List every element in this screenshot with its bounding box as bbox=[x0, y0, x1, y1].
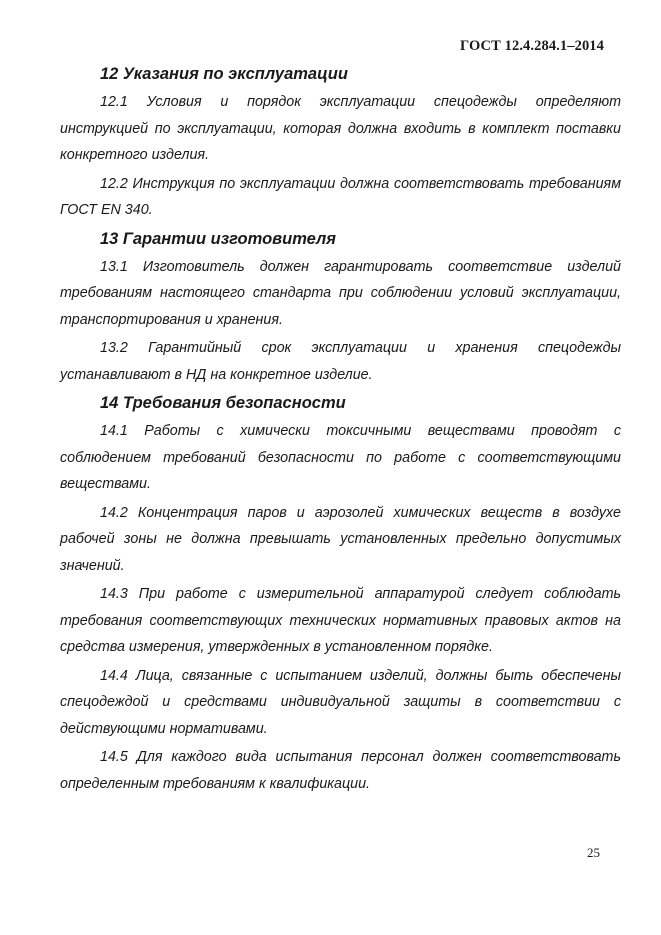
paragraph-14-4: 14.4 Лица, связанные с испытанием изделий, должны быть обеспечены спецодеждой и средствами индивидуальной защиты в соответствии с действующими нормативами. bbox=[60, 667, 621, 737]
section-title: 13 Гарантии изготовителя bbox=[100, 229, 337, 248]
section-title: 14 Требования безопасности bbox=[100, 394, 346, 412]
paragraph-13-2: 13.2 Гарантийный срок эксплуатации и хранения спецодежды устанавливают в НД на конкретное изделие. bbox=[60, 340, 621, 383]
document-body bbox=[60, 61, 621, 799]
paragraph-13-1: 13.1 Изготовитель должен гарантировать соответствие изделий требованиям настоящего стандарта при соблюдении условий эксплуатации, транспортирования и хранения. bbox=[60, 258, 621, 328]
paragraph-14-3: 14.3 При работе с измерительной аппаратурой следует соблюдать требования соответствующих технических нормативных правовых актов на средства измерения, утвержденных в установленном порядке. bbox=[60, 586, 621, 655]
paragraph-12-1: 12.1 Условия и порядок эксплуатации спецодежды определяют инструкцией по эксплуатации, которая должна входить в комплект поставки конкретного изделия. bbox=[60, 94, 621, 163]
paragraph-14-2: 14.2 Концентрация паров и аэрозолей химических веществ в воздухе рабочей зоны не должна превышать установленных предельно допустимых значений. bbox=[60, 504, 621, 574]
section-12 bbox=[60, 61, 621, 224]
section-13 bbox=[60, 226, 621, 389]
page-number: 25 bbox=[587, 845, 600, 860]
paragraph-14-1: 14.1 Работы с химически токсичными веществами проводят с соблюдением требований безопасности по работе с соответствующими веществами. bbox=[60, 423, 621, 492]
paragraph-14-5: 14.5 Для каждого вида испытания персонал должен соответствовать определенным требованиям к квалификации. bbox=[60, 749, 621, 792]
document-header: ГОСТ 12.4.284.1–2014 bbox=[460, 38, 604, 54]
section-title: 12 Указания по эксплуатации bbox=[100, 65, 348, 83]
paragraph-12-2: 12.2 Инструкция по эксплуатации должна соответствовать требованиям ГОСТ EN 340. bbox=[60, 175, 621, 218]
section-14 bbox=[60, 390, 621, 797]
